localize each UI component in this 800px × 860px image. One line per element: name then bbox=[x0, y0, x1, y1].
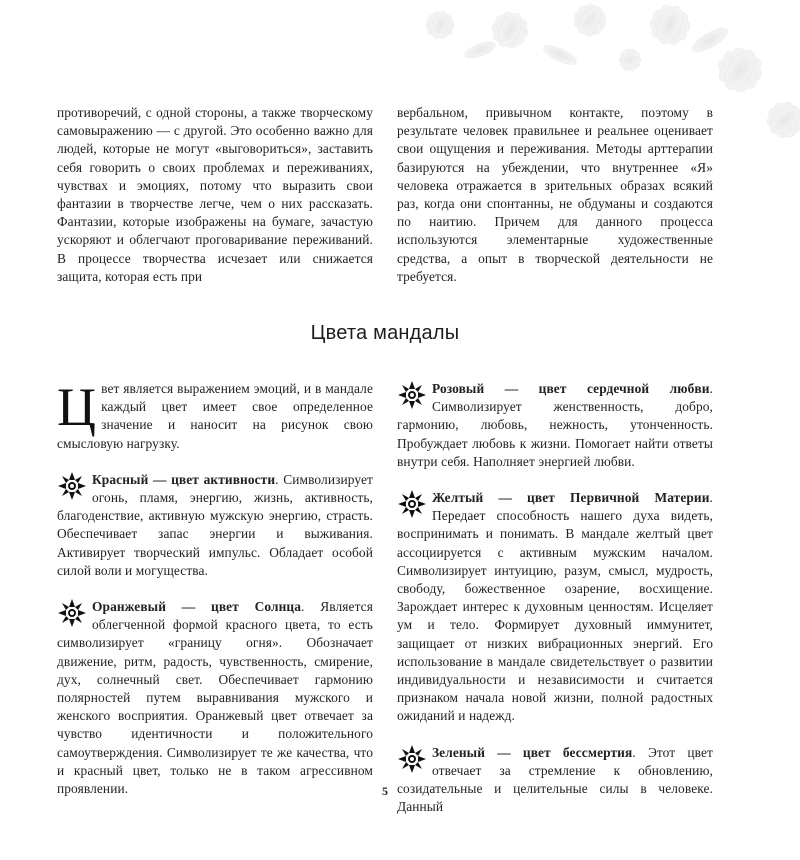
color-description: . Символизирует женственность, добро, гармонию, любовь, нежность, утонченность. Пробуждает любовь к жизни. Помогает найти ответы внутри себя. Наполняет энергией любви. bbox=[397, 381, 713, 469]
intro-text: вет является выражением эмоций, и в мандале каждый цвет имеет свое определенное значение и наносит на рисунок свою смысловую нагрузку. bbox=[57, 381, 373, 451]
color-description: . Символизирует огонь, пламя, энергию, жизнь, активность, благоденствие, активную мужскую энергию, страсть. Обеспечивает запас энергии и выживания. Активирует творческий импульс. Обладает особой силой воли и могущества. bbox=[57, 471, 373, 578]
drop-cap: Ц bbox=[57, 377, 97, 437]
color-entry-orange bbox=[57, 598, 373, 798]
color-term: Розовый — цвет сердечной любви bbox=[432, 381, 710, 396]
color-description: . Является облегченной формой красного цвета, то есть символизирует «границу огня». Обозначает движение, ритм, радость, чувственность, смирение, дух, солнечный свет. Обеспечивает гармонию полярностей путем выравнивания мужского и женского восприятия. Оранжевый цвет отвечает за чувство идентичности и положительного самоутверждения. Символизирует те же качества, что и красный цвет, только не в таком агрессивном проявлении. bbox=[57, 599, 373, 797]
mandala-symbol-icon bbox=[397, 489, 427, 519]
color-term: Зеленый — цвет бессмертия bbox=[432, 744, 633, 760]
color-term: Желтый — цвет Первичной Материи bbox=[432, 490, 710, 506]
color-term: Красный — цвет активности bbox=[92, 471, 276, 487]
body-paragraph: противоречий, с одной стороны, а также творческому самовыражению — с другой. Это особенно важно для людей, которые не могут «выговориться», заставить себя говорить о своих проблемах и переживаниях, чувствах и эмоциях, потому что выразить свои фантазии в творчестве легче, чем о них рассказать. Фантазии, которые изображены на бумаге, зачастую ускоряют и облегчают проговаривание переживаний. В процессе творчества исчезает или снижается защита, которая есть при bbox=[57, 105, 373, 284]
color-entry-pink bbox=[397, 380, 713, 471]
bottom-left-column bbox=[57, 377, 373, 816]
page-number: 5 bbox=[382, 784, 388, 798]
top-left-column bbox=[57, 104, 373, 286]
color-entry-red bbox=[57, 471, 373, 580]
color-term: Оранжевый — цвет Солнца bbox=[92, 599, 302, 615]
section-title: Цвета мандалы bbox=[310, 322, 460, 344]
intro-paragraph bbox=[57, 377, 373, 453]
mandala-symbol-icon bbox=[397, 380, 427, 410]
body-paragraph: вербальном, привычном контакте, поэтому в результате человек правильнее и реальнее оценивает свои ощущения и переживания. Методы арттерапии базируются на убеждении, что внутреннее «Я» человека отражается в зрительных образах всякий раз, когда они спонтанны, не обдуманы и создаются по наитию. Причем для данного процесса используются элементарные художественные средства, а опыт в творческой деятельности не требуется. bbox=[397, 105, 713, 284]
top-right-column bbox=[397, 104, 713, 286]
color-entry-yellow bbox=[397, 489, 713, 726]
mandala-symbol-icon bbox=[57, 471, 87, 501]
mandala-symbol-icon bbox=[57, 598, 87, 628]
color-entry-green bbox=[397, 744, 713, 817]
color-description: . Этот цвет отвечает за стремление к обновлению, созидательные и целительные силы в человеке. Данный bbox=[397, 744, 714, 815]
mandala-symbol-icon bbox=[397, 744, 427, 774]
color-description: . Передает способность нашего духа видеть, воспринимать и понимать. В мандале желтый цвет ассоциируется с активным мужским началом. Символизирует интуицию, разум, смысл, мудрость, свободу, божественное озарение, восхищение. Зарождает интерес к духовным ценностям. Исцеляет ум и тело. Формирует духовный иммунитет, защищает от низких вибрационных энергий. Его использование в мандале свидетельствует о развитии индивидуальности и независимости и считается признаком начала новой жизни, полной радостных ожиданий и надежд. bbox=[397, 490, 713, 724]
bottom-right-column bbox=[397, 380, 713, 834]
